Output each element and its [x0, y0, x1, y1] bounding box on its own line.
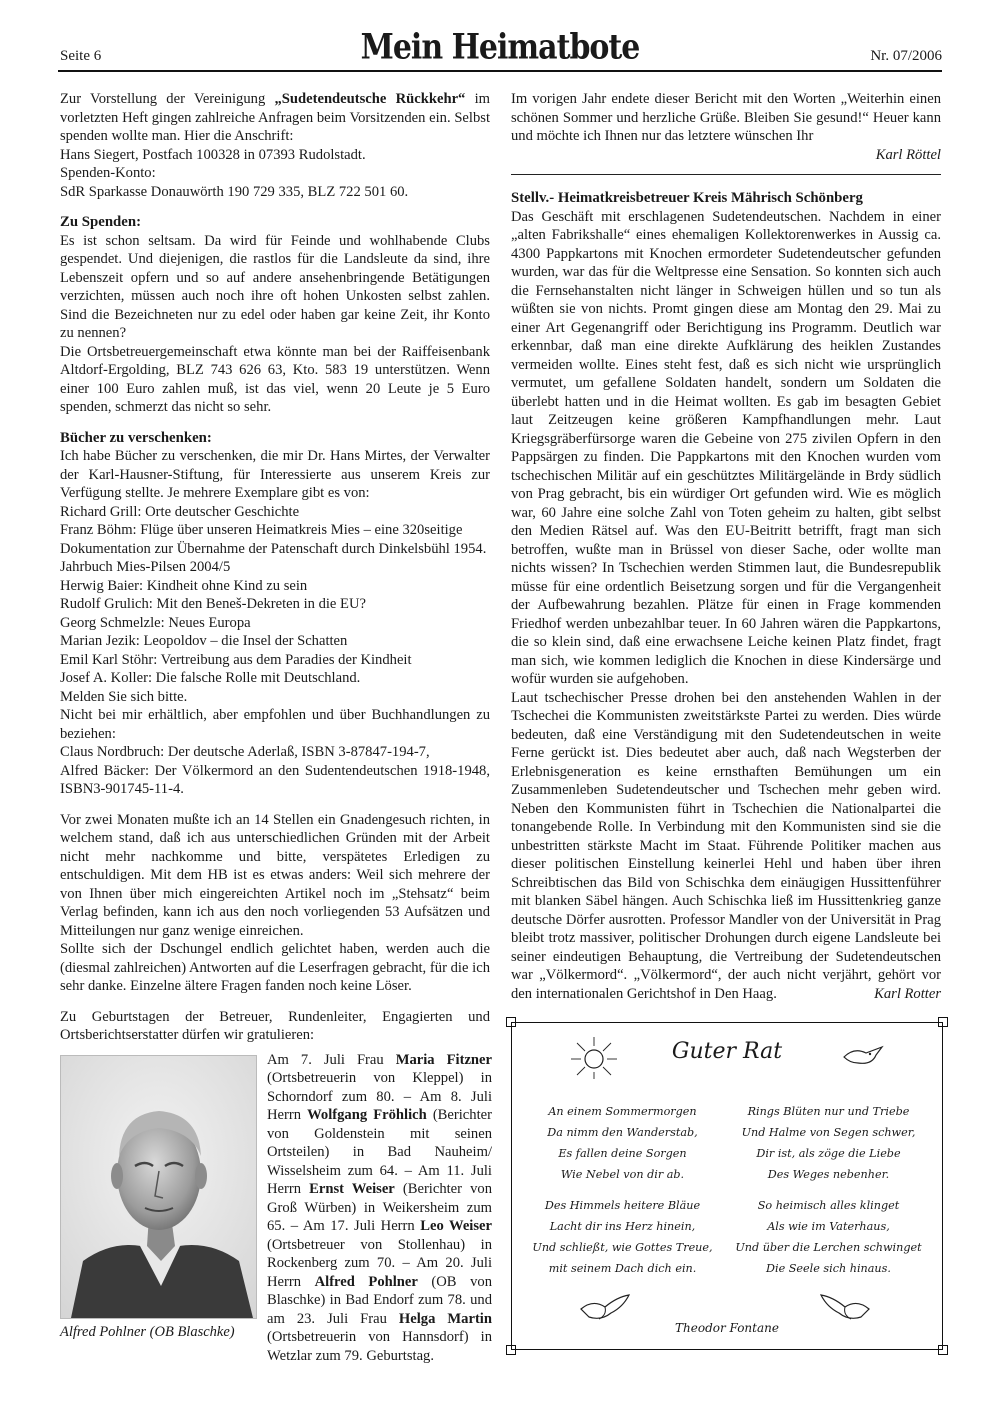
spenden-heading: Zu Spenden:: [60, 214, 142, 230]
book-item: Jahrbuch Mies-Pilsen 2004/5: [60, 559, 231, 575]
corner-ornament: [938, 1017, 948, 1027]
column-divider: [511, 174, 941, 175]
closing-paragraph: Im vorigen Jahr endete dieser Bericht mit den Worten „Weiterhin einen schönen Sommer und herzliche Grüße. Bleiben Sie gesund!“ Heuer kann und möchte ich Ihnen nur das letztere wünschen Ihr: [511, 91, 941, 144]
left-column: [60, 90, 493, 1364]
poem-stanza-4: So heimisch alles klinget Als wie im Vaterhaus, Und über die Lerchen schwinget Die Seele sich hinaus.: [735, 1199, 922, 1275]
article-heading: Stellv.- Heimatkreisbetreuer Kreis Mährisch Schönberg: [511, 190, 863, 206]
book-item: Herwig Baier: Kindheit ohne Kind zu sein: [60, 577, 308, 594]
book-more-item: Claus Nordbruch: Der deutsche Aderlaß, ISBN 3-87847-194-7,: [60, 744, 430, 760]
book-item: Rudolf Grulich: Mit den Beneš-Dekreten in die EU?: [60, 596, 366, 612]
spenden-paragraph-2: Die Ortsbetreuergemeinschaft etwa könnte man bei der Raiffeisenbank Altdorf-Ergolding, BLZ 743 626 63, Kto. 583 19 unterstützen. Wenn einer 100 Euro zahlen muß, ist das viel, wenn 20 Leute je 5 Euro spenden, schmerzt das nicht so sehr.: [60, 343, 490, 415]
birthday-list: [267, 1051, 492, 1366]
dove-icon: [577, 1291, 633, 1325]
grace-paragraph: Vor zwei Monaten mußte ich an 14 Stellen ein Gnadengesuch richten, in welchem stand, daß ich aus unterschiedlichen Gründen mit der Arbeit nicht mehr nachkomme und bitte, verspätetes Erledigen zu entschuldigen. Mit dem HB ist es etwas anders: Weil sich mehrere der von Ihnen über mich eingereichten Artikel noch im „Stehsatz“ beim Verlag befinden, kann ich aus den noch vorliegenden 53 Aufsätzen und Mitteilungen nur ganz wenige einreichen.: [60, 811, 490, 939]
birthday-entry: Am 8. Juli Herrn Wolfgang Fröhlich (Berichter von Goldenstein mit seinen Ortsteilen) in Bad Nauheim/ Wisselsheim zum 64. –: [267, 1088, 492, 1179]
poem-title: Guter Rat: [671, 1039, 783, 1064]
book-item: Richard Grill: Orte deutscher Geschichte: [60, 503, 300, 520]
portrait-photo: [60, 1055, 257, 1319]
birthday-intro: Zu Geburtstagen der Betreuer, Rundenleiter, Engagierten und Ortsberichtserstatter dürfen wir gratulieren:: [60, 1008, 490, 1043]
birthday-entry: Am 7. Juli Frau Maria Fitzner (Ortsbetreuerin von Kleppel) in Schorndorf zum 80. –: [267, 1051, 492, 1105]
corner-ornament: [506, 1345, 516, 1355]
book-item: Melden Sie sich bitte.: [60, 688, 188, 705]
page-number: Seite 6: [60, 48, 102, 64]
article-paragraph-1: Das Geschäft mit erschlagenen Sudetendeutschen. Nachdem in einer „alten Fabrikshalle“ eines ehemaligen Kollektorenwerkes in Aussig ca. 4300 Pappkartons mit Knochen ermordeter Sudetendeutscher gefunden wurden, war das für die Weltpresse eine Sensation. So konnten sich auch die Fernsehanstalten nicht länger in Schweigen hüllen und so tun als wüßten sie von nichts. Promt gingen diese am Montag den 29. Mai zu einer Art Gegenangriff oder Berichtigung ins Programm. Deutlich war erkennbar, daß man eine direkte Aufklärung des heiklen Zustandes vermeiden wollte. Eines steht fest, daß es sich nicht wie ursprünglich vermutet, um gefallene Soldaten handelt, sondern um Soldaten die überlebt hatten und in die Heimat wollten. Es gab im besagten Gebiet laut Zeitzeugen keine größeren Kampfhandlungen mehr. Laut Kriegsgräberfürsorge waren die Gebeine von 275 zivilen Opfern in den Pappsärgen zu finden. Die Pappkartons mit den Knochen wurden vom tschechischen Militär auf ein geschütztes Militärgelände in Brdy südlich von Prag gebracht, bis ein würdiger Ort gefunden wird. Wie es möglich war, 60 Jahre eine solche Zahl von Toten geheim zu halten, gibt selbst den Medien Rätsel auf. Was den EU-Beitritt betrifft, fragt man sich betroffen, wußte man in Brüssel von dieser Sache, oder wollte man nichts wissen? In Tschechien werden Stimmen laut, die Bundesrepublik müsse für eine ordentlich Beisetzung sorgen und für die Vergangenheit der Aufbewahrung bezahlen. Plätze für einen in Frage kommenden Friedhof werden unbezahlbar teuer. In 60 Jahren wären die Pappkartons, die so klein sind, daß eine erwachsene Leiche keinen Platz findet, fragt man sich, wie kommen lediglich die Knochen in diese Kindersärge und wofür wurden sie aufgehoben.: [511, 208, 941, 687]
birthday-entry: Am 17. Juli Herrn Leo Weiser (Ortsbetreuer von Stollenhau) in Rockenberg zum 70. –: [267, 1218, 492, 1271]
article-signature: Karl Rotter: [874, 985, 941, 1002]
birthday-section: [60, 1051, 493, 1364]
poem-stanza-1: An einem Sommermorgen Da nimm den Wanderstab, Es fallen deine Sorgen Wie Nebel von dir ab.: [547, 1105, 698, 1181]
birthday-entry: Am 20. Juli Herrn Alfred Pohlner (OB von Blaschke) in Bad Endorf zum 78.: [267, 1255, 493, 1308]
jungle-paragraph: Sollte sich der Dschungel endlich gelichtet haben, werden auch die (diesmal zahlreichen) Antworten auf die Leserfragen gebracht, für die ich sehr danke. Einzelne ältere Fragen fanden noch keine Löser.: [60, 941, 490, 994]
book-item: Emil Karl Stöhr: Vertreibung aus dem Paradies der Kindheit: [60, 651, 412, 668]
books-heading: Bücher zu verschenken:: [60, 429, 212, 446]
corner-ornament: [938, 1345, 948, 1355]
poem-stanza-2: Rings Blüten nur und Triebe Und Halme von Segen schwer, Dir ist, als zöge die Liebe Des Weges nebenher.: [741, 1105, 916, 1181]
newspaper-logo: Mein Heimatbote: [360, 27, 640, 68]
issue-number: Nr. 07/2006: [870, 48, 942, 64]
intro-paragraph: Zur Vorstellung der Vereinigung „Sudetendeutsche Rückkehr“ im vorletzten Heft gingen zahlreiche Anfragen beim Vorsitzenden ein. Selbst spenden wollte man. Hier die Anschrift:: [60, 91, 490, 144]
spenden-paragraph: Es ist schon seltsam. Da wird für Feinde und wohlhabende Clubs gespendet. Und diejenigen, die rastlos für die Landsleute da sind, ihre Lebenszeit opfern und so auf andere ansehenbringende Betätigungen verzichten, müssen auch noch ihre oft hohen Unkosten selbst zahlen. Sind die Bezeichneten nur zu edel oder haben gar keine Zeit, ihr Konto zu nennen?: [60, 232, 490, 341]
article-paragraph-2: Laut tschechischer Presse drohen bei den anstehenden Wahlen in der Tschechei die Kommunisten zweitstärkste Partei zu werden. Dies würde bedeuten, daß eine Verständigung mit den Sudetendeutschen in weite Ferne gerückt ist. Dies bedeutet aber auch, daß nach Wegsterben der Erlebnisgeneration es keine ernsthaften Bemühungen um ein Zusammenleben Sudetendeutscher und Tschechen mehr geben wird. Neben den Kommunisten führt in Tschechien die Nationalpartei die tonangebende Rolle. In Verbindung mit den Kommunisten sind sie die unbestritten stärkste Macht im Staat. Führende Politiker machen aus dieser politischen Einstellung keinerlei Hehl und haben über ihren Schreibtischen das Bild von Schischka dem einäugigen Hussittenführer mit blanken Säbel hängen. Auch Schischka ließ im Hussittenkrieg ganze deutsche Dörfer ausrotten. Professor Mandler von der Universität in Prag bleibt trotz massiver, politischer Drohungen durch eigene Landsleute bei seiner eindeutigen Behauptung, die Vertreibung der Sudetendeutschen war „Völkermord“. „Völkermord“, der auch nicht verjährt, gehört vor den internationalen Gerichtshof in Den Haag.: [511, 689, 941, 1002]
books-more: Nicht bei mir erhältlich, aber empfohlen und über Buchhandlungen zu beziehen:: [60, 707, 490, 742]
book-more-item: Alfred Bäcker: Der Völkermord an den Sudentendeutschen 1918-1948, ISBN3-901745-11-4.: [60, 762, 490, 797]
account-line: SdR Sparkasse Donauwörth 190 729 335, BLZ 722 501 60.: [60, 183, 409, 200]
closing-signature: Karl Röttel: [875, 146, 941, 163]
poem-stanza-3: Des Himmels heitere Bläue Lacht dir ins Herz hinein, Und schließt, wie Gottes Treue, mit seinem Dach dich ein.: [532, 1199, 713, 1275]
birthday-entry: und am 23. Juli Frau Helga Martin (Ortsbetreuerin von Hannsdorf) in Wetzlar zum 79. Geburtstag.: [267, 1292, 492, 1364]
book-item: Georg Schmelzle: Neues Europa: [60, 614, 251, 631]
right-column: [511, 90, 941, 1003]
poem-author: Theodor Fontane: [675, 1321, 779, 1335]
portrait-image: [61, 1056, 256, 1318]
dove-icon: [817, 1291, 873, 1325]
book-item: Marian Jezik: Leopoldov – die Insel der Schatten: [60, 633, 348, 649]
photo-caption: Alfred Pohlner (OB Blaschke): [60, 1323, 235, 1340]
poem-box: [511, 1022, 943, 1350]
book-item: Franz Böhm: Flüge über unseren Heimatkreis Mies – eine 320seitige Dokumentation zur Übernahme der Patenschaft durch Dinkelsbühl 1954.: [60, 522, 487, 557]
corner-ornament: [506, 1017, 516, 1027]
book-item: Josef A. Koller: Die falsche Rolle mit Deutschland.: [60, 670, 361, 686]
books-intro: Ich habe Bücher zu verschenken, die mir Dr. Hans Mirtes, der Verwalter der Karl-Hausner-Stiftung, für Interessierte aus unserem Kreis zur Verfügung stellte. Je mehrere Exemplare gibt es von:: [60, 448, 490, 501]
birthday-entry: Am 11. Juli Herrn Ernst Weiser (Berichter von Groß Würben) in Weikersheim zum 65. –: [267, 1162, 492, 1234]
header-rule: [58, 70, 942, 72]
bird-icon: [842, 1043, 886, 1069]
account-label: Spenden-Konto:: [60, 165, 156, 181]
address-line: Hans Siegert, Postfach 100328 in 07393 Rudolstadt.: [60, 146, 366, 163]
